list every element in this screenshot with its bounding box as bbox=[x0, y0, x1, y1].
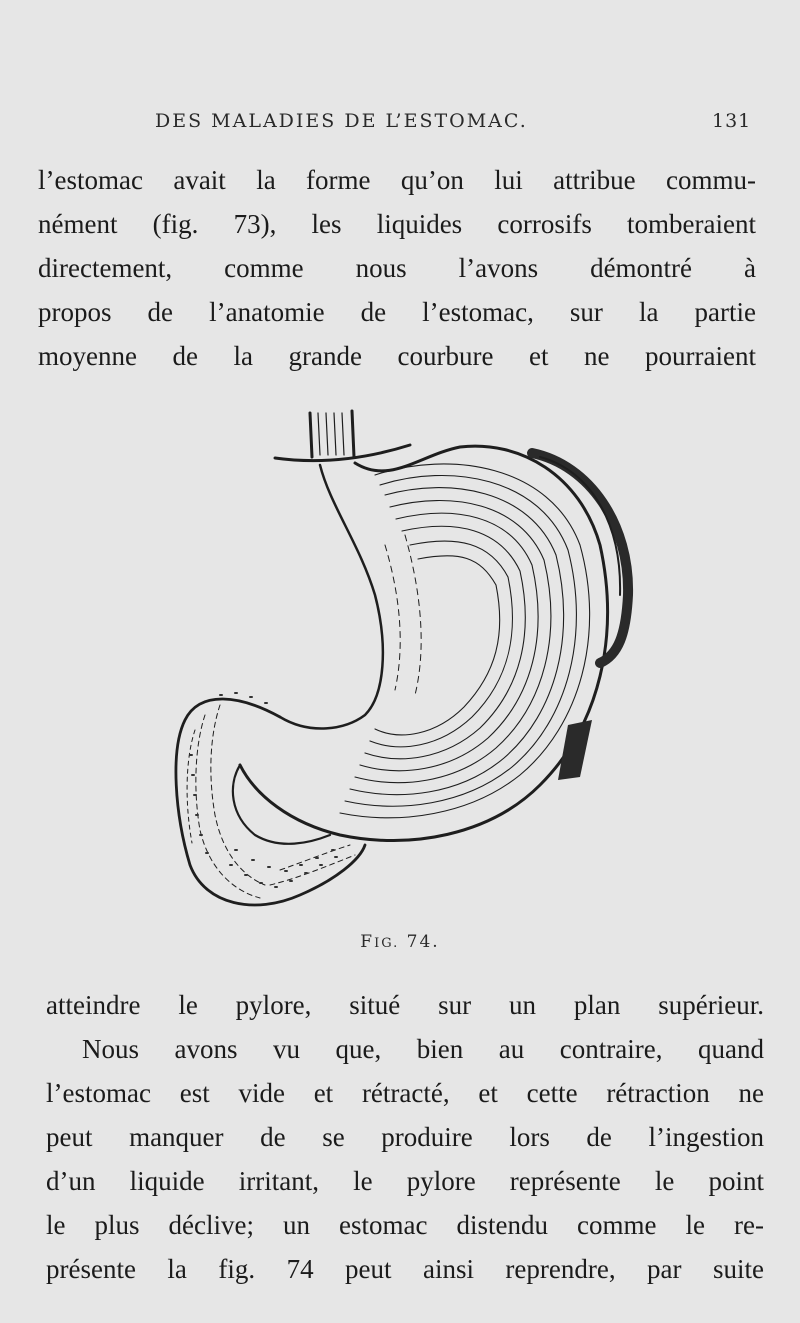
text-line: d’un liquide irritant, le pylore représente le point bbox=[46, 1166, 764, 1196]
text-line: présente la fig. 74 peut ainsi reprendre, par suite bbox=[46, 1254, 764, 1284]
text-line: atteindre le pylore, situé sur un plan supérieur. bbox=[46, 990, 764, 1020]
text-line: propos de l’anatomie de l’estomac, sur la partie bbox=[38, 297, 756, 327]
stomach-illustration bbox=[160, 395, 640, 925]
page-header bbox=[0, 110, 800, 140]
running-title: DES MALADIES DE L’ESTOMAC. bbox=[155, 110, 528, 132]
bottom-paragraph bbox=[46, 983, 764, 1291]
top-paragraph bbox=[38, 158, 756, 378]
text-line: le plus déclive; un estomac distendu comme le re- bbox=[46, 1210, 764, 1240]
caption-number: 74. bbox=[406, 932, 440, 952]
page-number: 131 bbox=[712, 110, 752, 132]
text-line: directement, comme nous l’avons démontré à bbox=[38, 253, 756, 283]
text-line: nément (fig. 73), les liquides corrosifs tomberaient bbox=[38, 209, 756, 239]
text-line: peut manquer de se produire lors de l’ingestion bbox=[46, 1122, 764, 1152]
text-line: l’estomac est vide et rétracté, et cette rétraction ne bbox=[46, 1078, 764, 1108]
text-line: moyenne de la grande courbure et ne pourraient bbox=[38, 341, 756, 371]
stomach-engraving bbox=[160, 395, 640, 925]
text-line: l’estomac avait la forme qu’on lui attribue commu- bbox=[38, 165, 756, 195]
figure-caption bbox=[0, 932, 800, 952]
caption-small-caps: IG. bbox=[374, 936, 400, 951]
text-line: Nous avons vu que, bien au contraire, quand bbox=[82, 1034, 764, 1064]
caption-prefix: F bbox=[360, 932, 375, 952]
